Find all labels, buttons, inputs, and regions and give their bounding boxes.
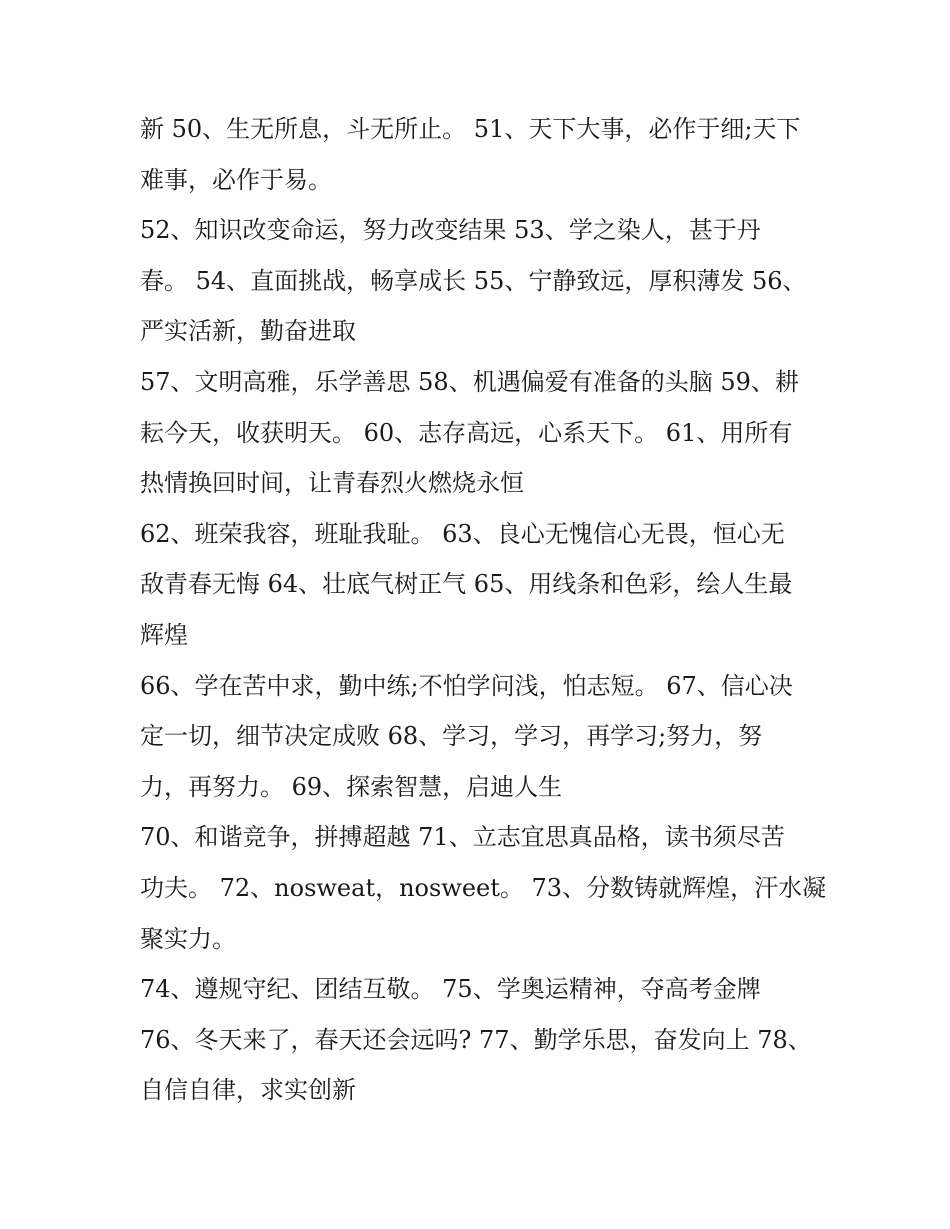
text-line: 70、和谐竞争，拼搏超越 71、立志宜思真品格，读书须尽苦 xyxy=(140,823,785,852)
text-line: 76、冬天来了，春天还会远吗? 77、勤学乐思，奋发向上 78、 xyxy=(140,1025,812,1054)
text-line: 严实活新，勤奋进取 xyxy=(140,317,356,346)
text-line: 定一切，细节决定成败 68、学习，学习，再学习;努力，努 xyxy=(140,722,763,751)
text-line: 新 50、生无所息，斗无所止。 51、天下大事，必作于细;天下 xyxy=(140,115,801,143)
text-line: 辉煌 xyxy=(140,620,188,649)
text-line: 自信自律，求实创新 xyxy=(140,1076,356,1105)
text-line: 春。 54、直面挑战，畅享成长 55、宁静致远，厚积薄发 56、 xyxy=(140,266,807,295)
text-line: 功夫。 72、nosweat，nosweet。 73、分数铸就辉煌，汗水凝 xyxy=(140,873,827,902)
text-line: 57、文明高雅，乐学善思 58、机遇偏爱有准备的头脑 59、耕 xyxy=(140,367,799,396)
text-line: 难事，必作于易。 xyxy=(140,165,332,194)
text-line: 耘今天，收获明天。 60、志存高远，心系天下。 61、用所有 xyxy=(140,418,793,447)
text-line: 聚实力。 xyxy=(140,924,236,953)
text-line: 62、班荣我容，班耻我耻。 63、良心无愧信心无畏，恒心无 xyxy=(140,519,785,548)
text-line: 敌青春无悔 64、壮底气树正气 65、用线条和色彩，绘人生最 xyxy=(140,570,793,599)
text-line: 74、遵规守纪、团结互敬。 75、学奥运精神，夺高考金牌 xyxy=(140,975,761,1004)
text-line: 66、学在苦中求，勤中练;不怕学问浅，怕志短。 67、信心决 xyxy=(140,671,793,700)
text-line: 热情换回时间，让青春烈火燃烧永恒 xyxy=(140,469,524,498)
text-line: 52、知识改变命运，努力改变结果 53、学之染人，甚于丹 xyxy=(140,216,761,245)
document-text xyxy=(140,104,827,1116)
text-line: 力，再努力。 69、探索智慧，启迪人生 xyxy=(140,772,563,801)
